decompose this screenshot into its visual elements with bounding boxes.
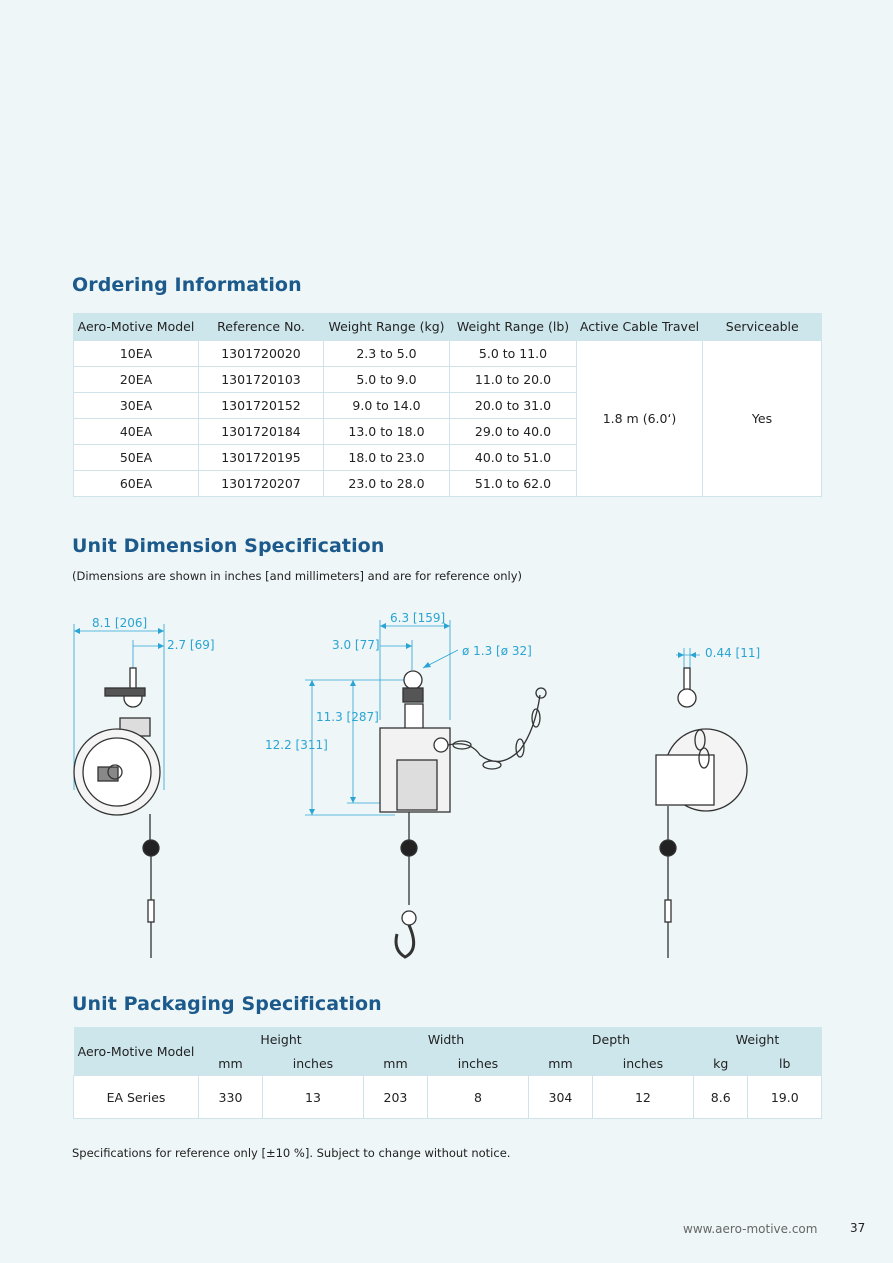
cell-model: 40EA bbox=[74, 419, 199, 445]
cell-model: EA Series bbox=[74, 1076, 199, 1119]
dimension-drawing bbox=[0, 600, 893, 1000]
cell-lb: 20.0 to 31.0 bbox=[450, 393, 577, 419]
unit-header: inches bbox=[592, 1051, 693, 1076]
group-width: Width bbox=[363, 1027, 528, 1051]
cell-ref: 1301720207 bbox=[199, 471, 324, 497]
dim-offset-front: 2.7 [69] bbox=[167, 638, 215, 652]
dim-rear-offset: 0.44 [11] bbox=[705, 646, 761, 660]
col-model: Aero-Motive Model bbox=[74, 1027, 199, 1076]
cell-model: 10EA bbox=[74, 341, 199, 367]
rear-view-illustration bbox=[656, 668, 747, 958]
cell-width-in: 8 bbox=[427, 1076, 528, 1119]
dimension-note: (Dimensions are shown in inches [and millimeters] and are for reference only) bbox=[72, 569, 523, 583]
dim-depth-side: 6.3 [159] bbox=[390, 611, 446, 625]
cell-cable-travel: 1.8 m (6.0‘) bbox=[577, 341, 703, 497]
unit-header: inches bbox=[427, 1051, 528, 1076]
cell-kg: 13.0 to 18.0 bbox=[324, 419, 450, 445]
col-ref: Reference No. bbox=[199, 313, 324, 341]
cell-lb: 40.0 to 51.0 bbox=[450, 445, 577, 471]
dimension-title: Unit Dimension Specification bbox=[72, 535, 385, 557]
unit-header: mm bbox=[363, 1051, 427, 1076]
cell-lb: 11.0 to 20.0 bbox=[450, 367, 577, 393]
col-model: Aero-Motive Model bbox=[74, 313, 199, 341]
cell-weight-lb: 19.0 bbox=[748, 1076, 822, 1119]
cell-lb: 51.0 to 62.0 bbox=[450, 471, 577, 497]
ordering-table bbox=[73, 313, 822, 497]
cell-model: 60EA bbox=[74, 471, 199, 497]
unit-header: kg bbox=[693, 1051, 748, 1076]
unit-header: inches bbox=[262, 1051, 363, 1076]
dim-eye-diameter: ø 1.3 [ø 32] bbox=[462, 644, 532, 658]
cell-lb: 5.0 to 11.0 bbox=[450, 341, 577, 367]
cell-depth-in: 12 bbox=[592, 1076, 693, 1119]
cell-height-in: 13 bbox=[262, 1076, 363, 1119]
table-row bbox=[74, 1076, 822, 1119]
front-view-illustration bbox=[74, 668, 160, 958]
cell-ref: 1301720020 bbox=[199, 341, 324, 367]
ordering-title: Ordering Information bbox=[72, 274, 302, 296]
page-number: 37 bbox=[850, 1221, 866, 1235]
side-view-illustration bbox=[380, 671, 546, 957]
cell-lb: 29.0 to 40.0 bbox=[450, 419, 577, 445]
col-kg: Weight Range (kg) bbox=[324, 313, 450, 341]
website-link[interactable]: www.aero-motive.com bbox=[683, 1222, 818, 1236]
cell-kg: 2.3 to 5.0 bbox=[324, 341, 450, 367]
cell-ref: 1301720184 bbox=[199, 419, 324, 445]
unit-header: lb bbox=[748, 1051, 822, 1076]
col-serviceable: Serviceable bbox=[703, 313, 822, 341]
dim-height-body: 11.3 [287] bbox=[316, 710, 379, 724]
disclaimer: Specifications for reference only [±10 %]. Subject to change without notice. bbox=[72, 1146, 511, 1160]
dim-offset-side: 3.0 [77] bbox=[332, 638, 380, 652]
col-travel: Active Cable Travel bbox=[577, 313, 703, 341]
group-depth: Depth bbox=[528, 1027, 693, 1051]
cell-kg: 9.0 to 14.0 bbox=[324, 393, 450, 419]
col-lb: Weight Range (lb) bbox=[450, 313, 577, 341]
cell-weight-kg: 8.6 bbox=[693, 1076, 748, 1119]
cell-model: 20EA bbox=[74, 367, 199, 393]
cell-serviceable: Yes bbox=[703, 341, 822, 497]
cell-model: 30EA bbox=[74, 393, 199, 419]
dim-height-total: 12.2 [311] bbox=[265, 738, 328, 752]
cell-kg: 23.0 to 28.0 bbox=[324, 471, 450, 497]
cell-kg: 18.0 to 23.0 bbox=[324, 445, 450, 471]
packaging-table bbox=[73, 1027, 822, 1119]
cell-model: 50EA bbox=[74, 445, 199, 471]
cell-ref: 1301720195 bbox=[199, 445, 324, 471]
cell-ref: 1301720103 bbox=[199, 367, 324, 393]
table-row bbox=[74, 341, 822, 367]
unit-header: mm bbox=[528, 1051, 592, 1076]
cell-width-mm: 203 bbox=[363, 1076, 427, 1119]
unit-header: mm bbox=[199, 1051, 263, 1076]
packaging-title: Unit Packaging Specification bbox=[72, 993, 382, 1015]
cell-ref: 1301720152 bbox=[199, 393, 324, 419]
group-weight: Weight bbox=[693, 1027, 821, 1051]
cell-depth-mm: 304 bbox=[528, 1076, 592, 1119]
cell-height-mm: 330 bbox=[199, 1076, 263, 1119]
cell-kg: 5.0 to 9.0 bbox=[324, 367, 450, 393]
dim-width-front: 8.1 [206] bbox=[92, 616, 148, 630]
group-height: Height bbox=[199, 1027, 364, 1051]
